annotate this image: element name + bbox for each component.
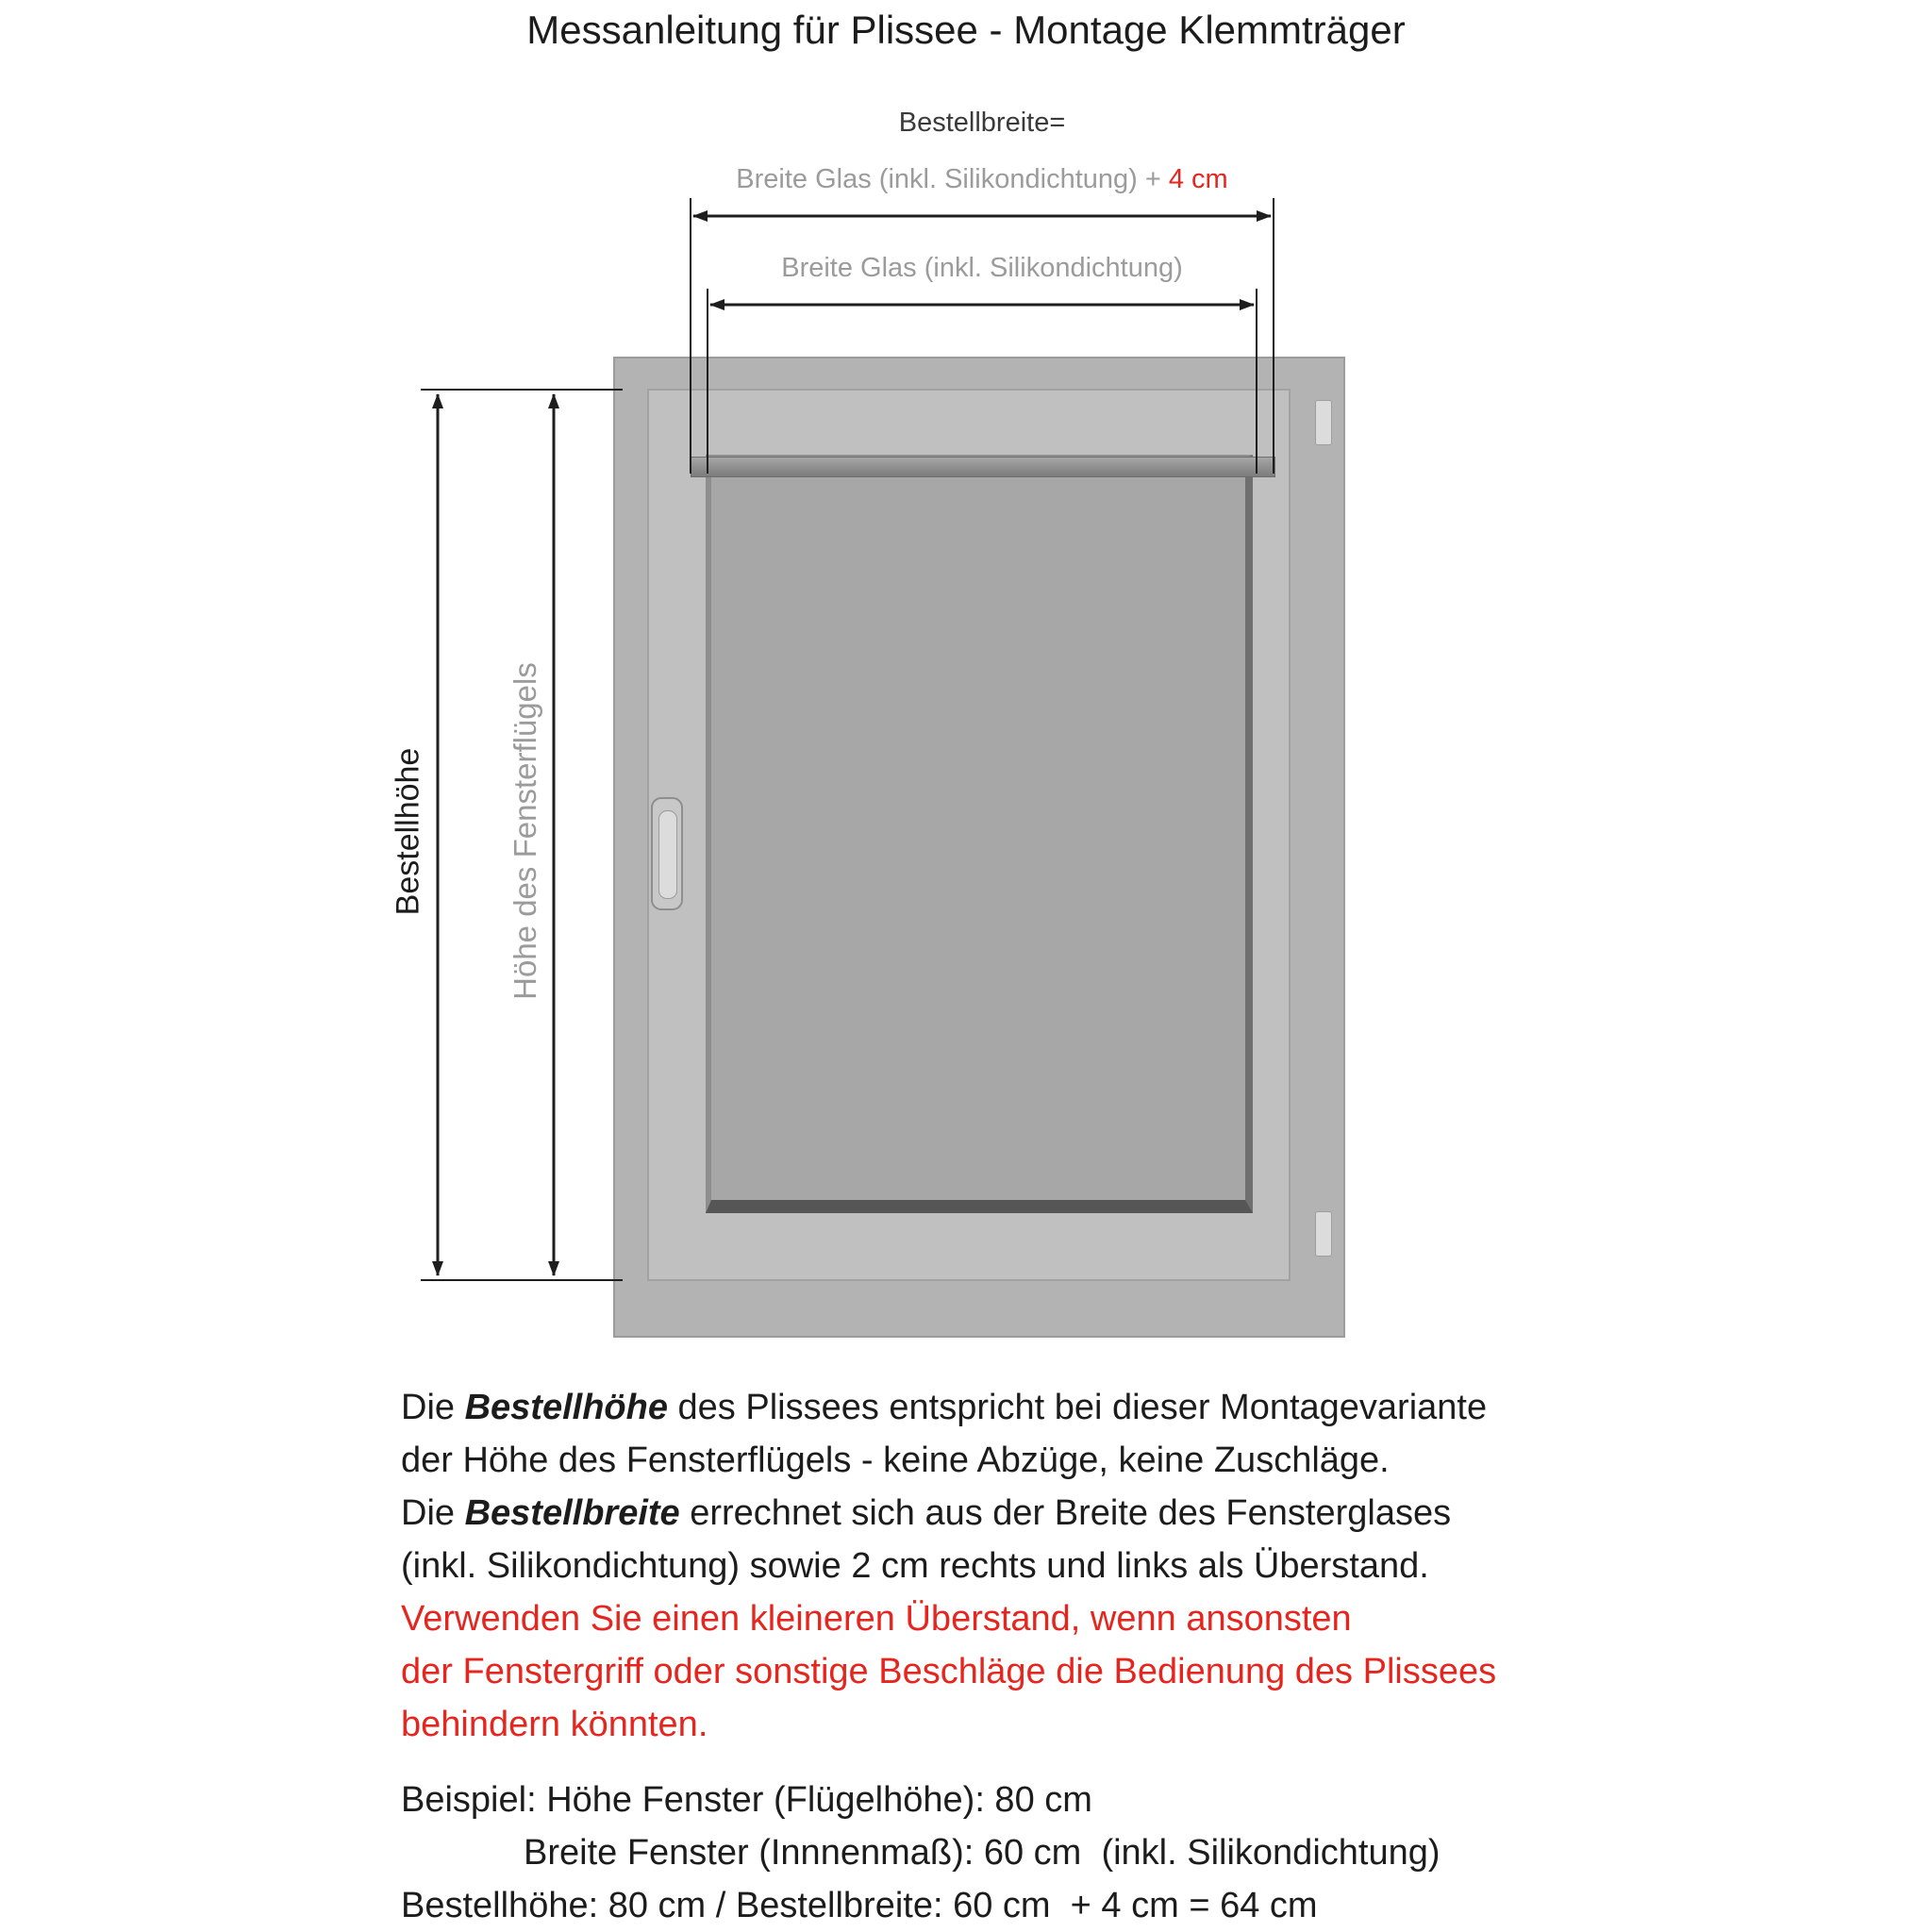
example-line-3: Bestellhöhe: 80 cm / Bestellbreite: 60 cm + 4 cm = 64 cm <box>401 1886 1318 1925</box>
glass-width-label: Breite Glas (inkl. Silikondichtung) <box>781 253 1183 283</box>
text-line-3-post: errechnet sich aus der Breite des Fensterglases <box>679 1493 1452 1533</box>
text-line-3-emphasis: Bestellbreite <box>464 1493 680 1533</box>
window-handle <box>651 797 683 910</box>
window-hinge-top <box>1315 400 1332 445</box>
text-line-3-pre: Die <box>401 1493 465 1533</box>
text-line-3 <box>401 1487 1496 1540</box>
glass-width-plus-gray-text: Breite Glas (inkl. Silikondichtung) + <box>736 164 1169 194</box>
warning-line-3: behindern könnten. <box>401 1705 708 1744</box>
plissee-top-rail <box>691 457 1275 477</box>
order-width-label: Bestellbreite= <box>898 108 1066 138</box>
text-line-1 <box>401 1381 1496 1434</box>
glass-width-plus-label <box>605 164 1359 195</box>
window-sash <box>647 389 1291 1281</box>
window-hinge-bottom <box>1315 1211 1332 1257</box>
text-line-1-post: des Plissees entspricht bei dieser Montagevariante <box>667 1388 1488 1427</box>
text-line-2: der Höhe des Fensterflügels - keine Abzüge, keine Zuschläge. <box>401 1441 1390 1480</box>
example-line-2: Breite Fenster (Innnenmaß): 60 cm (inkl. Silikondichtung) <box>524 1833 1441 1873</box>
glass-width-plus-red-text: 4 cm <box>1168 164 1228 194</box>
page-title: Messanleitung für Plissee - Montage Klemmträger <box>526 8 1406 52</box>
window-frame <box>613 357 1345 1338</box>
text-line-1-pre: Die <box>401 1388 465 1427</box>
text-line-1-emphasis: Bestellhöhe <box>464 1388 668 1427</box>
warning-line-1: Verwenden Sie einen kleineren Überstand, wenn ansonsten <box>401 1599 1352 1639</box>
sash-height-label: Höhe des Fensterflügels <box>508 662 542 1000</box>
example-line-1: Beispiel: Höhe Fenster (Flügelhöhe): 80 cm <box>401 1780 1092 1820</box>
window-handle-grip <box>658 810 677 899</box>
window-glass <box>706 455 1253 1213</box>
text-line-4: (inkl. Silikondichtung) sowie 2 cm rechts und links als Überstand. <box>401 1546 1429 1586</box>
warning-line-2: der Fenstergriff oder sonstige Beschläge die Bedienung des Plissees <box>401 1652 1497 1691</box>
instruction-text <box>401 1381 1496 1932</box>
order-height-label: Bestellhöhe <box>390 747 426 916</box>
